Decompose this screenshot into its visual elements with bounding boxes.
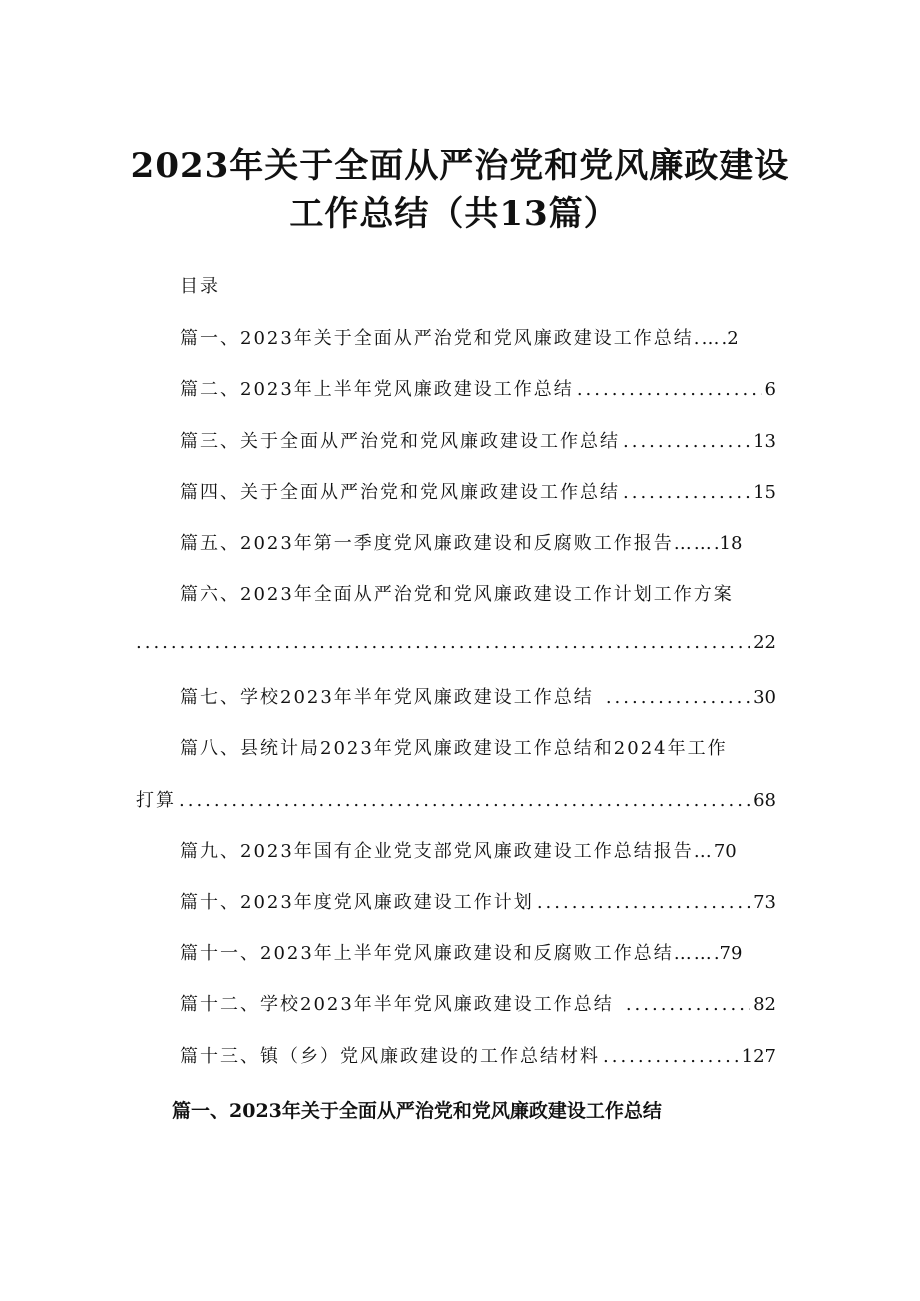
toc-item-4 (180, 478, 776, 504)
toc-item-10 (180, 888, 776, 914)
toc-item-page: 13 (753, 431, 776, 452)
toc-item-text: 篇十一、2023年上半年党风廉政建设和反腐败工作总结…… (180, 943, 714, 964)
toc-leader-dots (537, 892, 750, 913)
toc-item-page: 82 (753, 994, 776, 1015)
toc-item-11 (180, 939, 742, 965)
document-title-line1: 2023年关于全面从严治党和党风廉政建设 (130, 146, 790, 186)
toc-item-text: 篇十、2023年度党风廉政建设工作计划 (180, 892, 534, 913)
toc-item-text: 打算 (136, 790, 176, 811)
toc-leader-dots (577, 379, 762, 400)
toc-item-8-continuation (136, 786, 776, 812)
toc-item-page: 68 (753, 790, 776, 811)
toc-item-text: 篇十三、镇（乡）党风廉政建设的工作总结材料 (180, 1046, 600, 1067)
toc-leader-dots (179, 790, 750, 811)
toc-item-6-continuation (136, 632, 776, 653)
toc-item-9 (180, 837, 737, 863)
toc-leader-dots (623, 482, 750, 503)
toc-item-text: 篇五、2023年第一季度党风廉政建设和反腐败工作报告…… (180, 533, 714, 554)
toc-item-6 (180, 580, 734, 606)
toc-item-text: 篇八、县统计局2023年党风廉政建设工作总结和2024年工作 (180, 738, 728, 759)
toc-item-text: 篇三、关于全面从严治党和党风廉政建设工作总结 (180, 431, 620, 452)
toc-leader-dots (603, 1046, 739, 1067)
toc-item-page: .79 (713, 943, 743, 964)
toc-item-page: 30 (753, 687, 776, 708)
toc-item-page: .2 (721, 328, 739, 349)
toc-item-3 (180, 427, 776, 453)
toc-leader-dots (626, 994, 750, 1015)
toc-heading: 目录 (180, 276, 220, 297)
toc-item-12 (180, 990, 776, 1016)
toc-leader-dots (136, 632, 750, 653)
toc-leader-dots (623, 431, 750, 452)
toc-item-page: 6 (764, 379, 776, 400)
toc-item-13 (180, 1042, 776, 1068)
toc-item-2 (180, 375, 776, 401)
toc-item-text: 篇二、2023年上半年党风廉政建设工作总结 (180, 379, 574, 400)
toc-item-text: 篇十二、学校2023年半年党风廉政建设工作总结 (180, 994, 614, 1015)
document-title-line2: 工作总结（共13篇） (289, 194, 619, 234)
toc-item-text: 篇一、2023年关于全面从严治党和党风廉政建设工作总结.… (180, 328, 722, 349)
section-heading: 篇一、2023年关于全面从严治党和党风廉政建设工作总结 (172, 1100, 662, 1122)
toc-item-5 (180, 529, 742, 555)
toc-item-8 (180, 734, 728, 760)
toc-item-text: 篇七、学校2023年半年党风廉政建设工作总结 (180, 687, 594, 708)
toc-item-page: 15 (753, 482, 776, 503)
toc-item-page: 22 (753, 632, 776, 653)
toc-item-7 (180, 683, 776, 709)
toc-item-page: 70 (713, 841, 737, 862)
toc-item-text: 篇六、2023年全面从严治党和党风廉政建设工作计划工作方案 (180, 584, 734, 605)
toc-item-page: 127 (741, 1046, 776, 1067)
toc-item-page: .18 (713, 533, 743, 554)
toc-item-text: 篇九、2023年国有企业党支部党风廉政建设工作总结报告… (180, 841, 714, 862)
toc-item-text: 篇四、关于全面从严治党和党风廉政建设工作总结 (180, 482, 620, 503)
toc-leader-dots (606, 687, 750, 708)
toc-item-1 (180, 324, 739, 350)
toc-item-page: 73 (753, 892, 776, 913)
